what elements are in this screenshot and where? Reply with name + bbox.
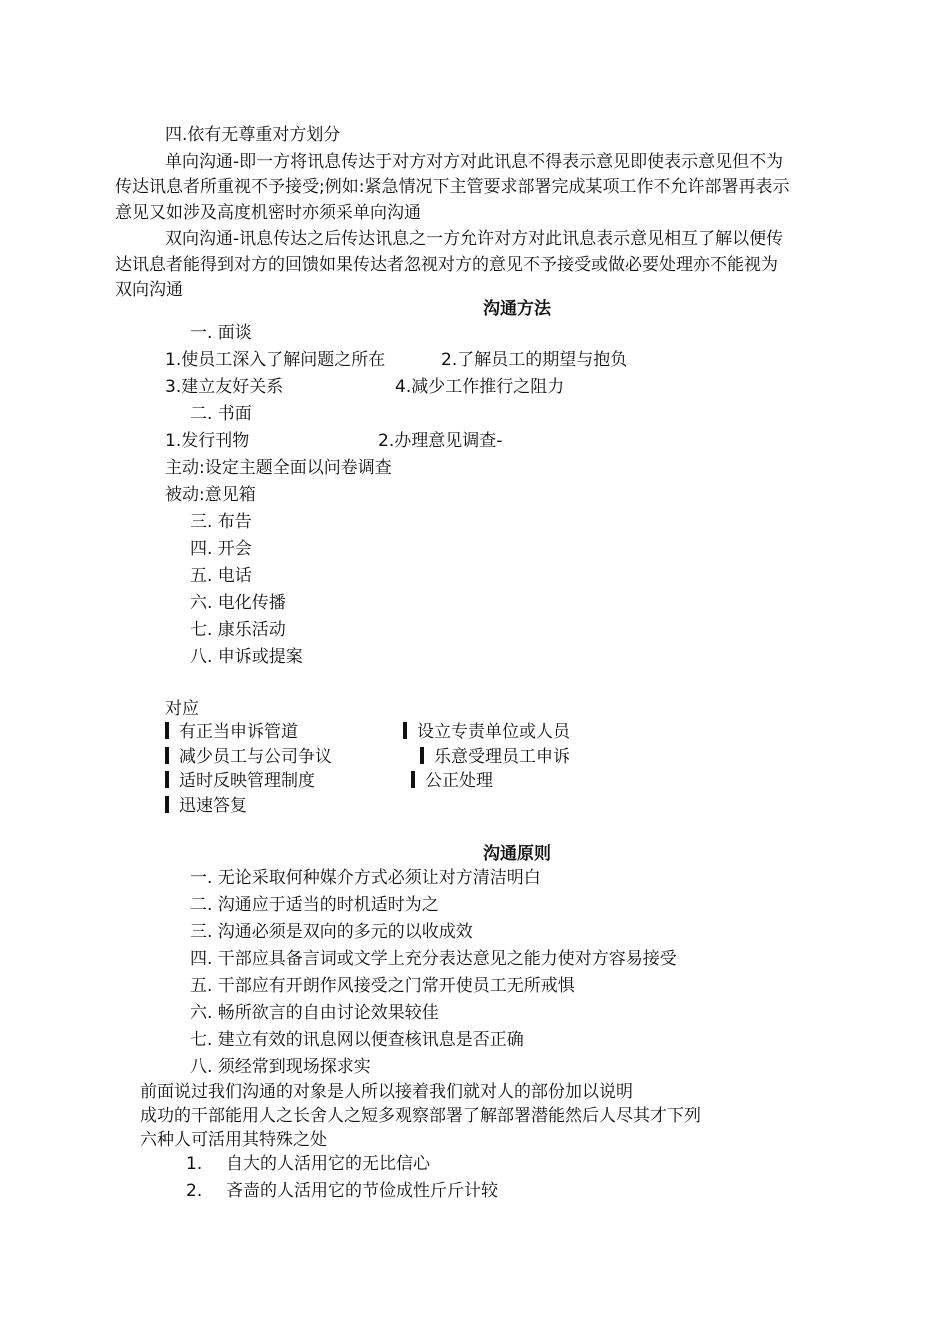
method-item: 七. 康乐活动	[190, 620, 286, 640]
bullet-item: 乐意受理员工申诉	[420, 746, 570, 768]
bullet-bar-icon	[165, 722, 169, 739]
methods-title: 沟通方法	[483, 299, 551, 319]
bullet-item: 减少员工与公司争议	[165, 746, 332, 768]
method-item: 五. 电话	[190, 566, 252, 586]
list-number: 1.	[186, 1154, 203, 1174]
list-item: 自大的人活用它的无比信心	[226, 1154, 430, 1174]
list-item: 吝啬的人活用它的节俭成性斤斤计较	[226, 1181, 498, 1201]
principle-item: 六. 畅所欲言的自由讨论效果较佳	[190, 1003, 439, 1023]
method-item: 一. 面谈	[190, 323, 252, 343]
method-subitem: 1.发行刊物	[165, 431, 250, 451]
method-subitem: 3.建立友好关系	[165, 377, 284, 397]
bullet-item: 有正当申诉管道	[165, 721, 298, 743]
bullet-bar-icon	[165, 796, 169, 813]
method-note: 主动:设定主题全面以问卷调查	[165, 458, 392, 478]
method-item: 八. 申诉或提案	[190, 647, 303, 667]
method-item: 三. 布告	[190, 512, 252, 532]
method-subitem: 4.减少工作推行之阻力	[395, 377, 565, 397]
list-number: 2.	[186, 1181, 203, 1201]
principle-item: 一. 无论采取何种媒介方式必须让对方清洁明白	[190, 868, 541, 888]
closing-line: 六种人可活用其特殊之处	[140, 1130, 327, 1150]
closing-line: 前面说过我们沟通的对象是人所以接着我们就对人的部份加以说明	[140, 1082, 633, 1102]
paragraph-line: 单向沟通-即一方将讯息传达于对方对方对此讯息不得表示意见即使表示意见但不为	[165, 152, 784, 172]
principle-item: 五. 干部应有开朗作风接受之门常开使员工无所戒惧	[190, 976, 575, 996]
principle-item: 三. 沟通必须是双向的多元的以收成效	[190, 922, 473, 942]
bullet-item: 公正处理	[411, 770, 493, 792]
bullet-item: 设立专责单位或人员	[403, 721, 570, 743]
method-subitem: 2.了解员工的期望与抱负	[441, 350, 628, 370]
paragraph-line: 意见又如涉及高度机密时亦须采单向沟通	[115, 203, 421, 223]
method-item: 二. 书面	[190, 404, 252, 424]
response-label: 对应	[165, 699, 199, 719]
bullet-item: 适时反映管理制度	[165, 770, 315, 792]
principle-item: 七. 建立有效的讯息网以便查核讯息是否正确	[190, 1030, 524, 1050]
paragraph-line: 传达讯息者所重视不予接受;例如:紧急情况下主管要求部署完成某项工作不允许部署再表示	[115, 177, 790, 197]
principle-item: 四. 干部应具备言词或文学上充分表达意见之能力使对方容易接受	[190, 949, 677, 969]
bullet-item: 迅速答复	[165, 795, 247, 817]
closing-line: 成功的干部能用人之长舍人之短多观察部署了解部署潜能然后人尽其才下列	[140, 1106, 701, 1126]
principle-item: 二. 沟通应于适当的时机适时为之	[190, 895, 439, 915]
principles-title: 沟通原则	[483, 844, 551, 864]
section-heading: 四.依有无尊重对方划分	[165, 125, 341, 145]
bullet-bar-icon	[403, 722, 407, 739]
paragraph-line: 双向沟通	[115, 280, 183, 300]
bullet-bar-icon	[165, 771, 169, 788]
principle-item: 八. 须经常到现场探求实	[190, 1057, 371, 1077]
method-subitem: 1.使员工深入了解问题之所在	[165, 350, 386, 370]
bullet-bar-icon	[411, 771, 415, 788]
paragraph-line: 达讯息者能得到对方的回馈如果传达者忽视对方的意见不予接受或做必要处理亦不能视为	[115, 255, 778, 275]
method-note: 被动:意见箱	[165, 485, 256, 505]
method-subitem: 2.办理意见调查-	[378, 431, 503, 451]
bullet-bar-icon	[420, 747, 424, 764]
method-item: 六. 电化传播	[190, 593, 286, 613]
method-item: 四. 开会	[190, 539, 252, 559]
bullet-bar-icon	[165, 747, 169, 764]
paragraph-line: 双向沟通-讯息传达之后传达讯息之一方允许对方对此讯息表示意见相互了解以便传	[165, 229, 784, 249]
